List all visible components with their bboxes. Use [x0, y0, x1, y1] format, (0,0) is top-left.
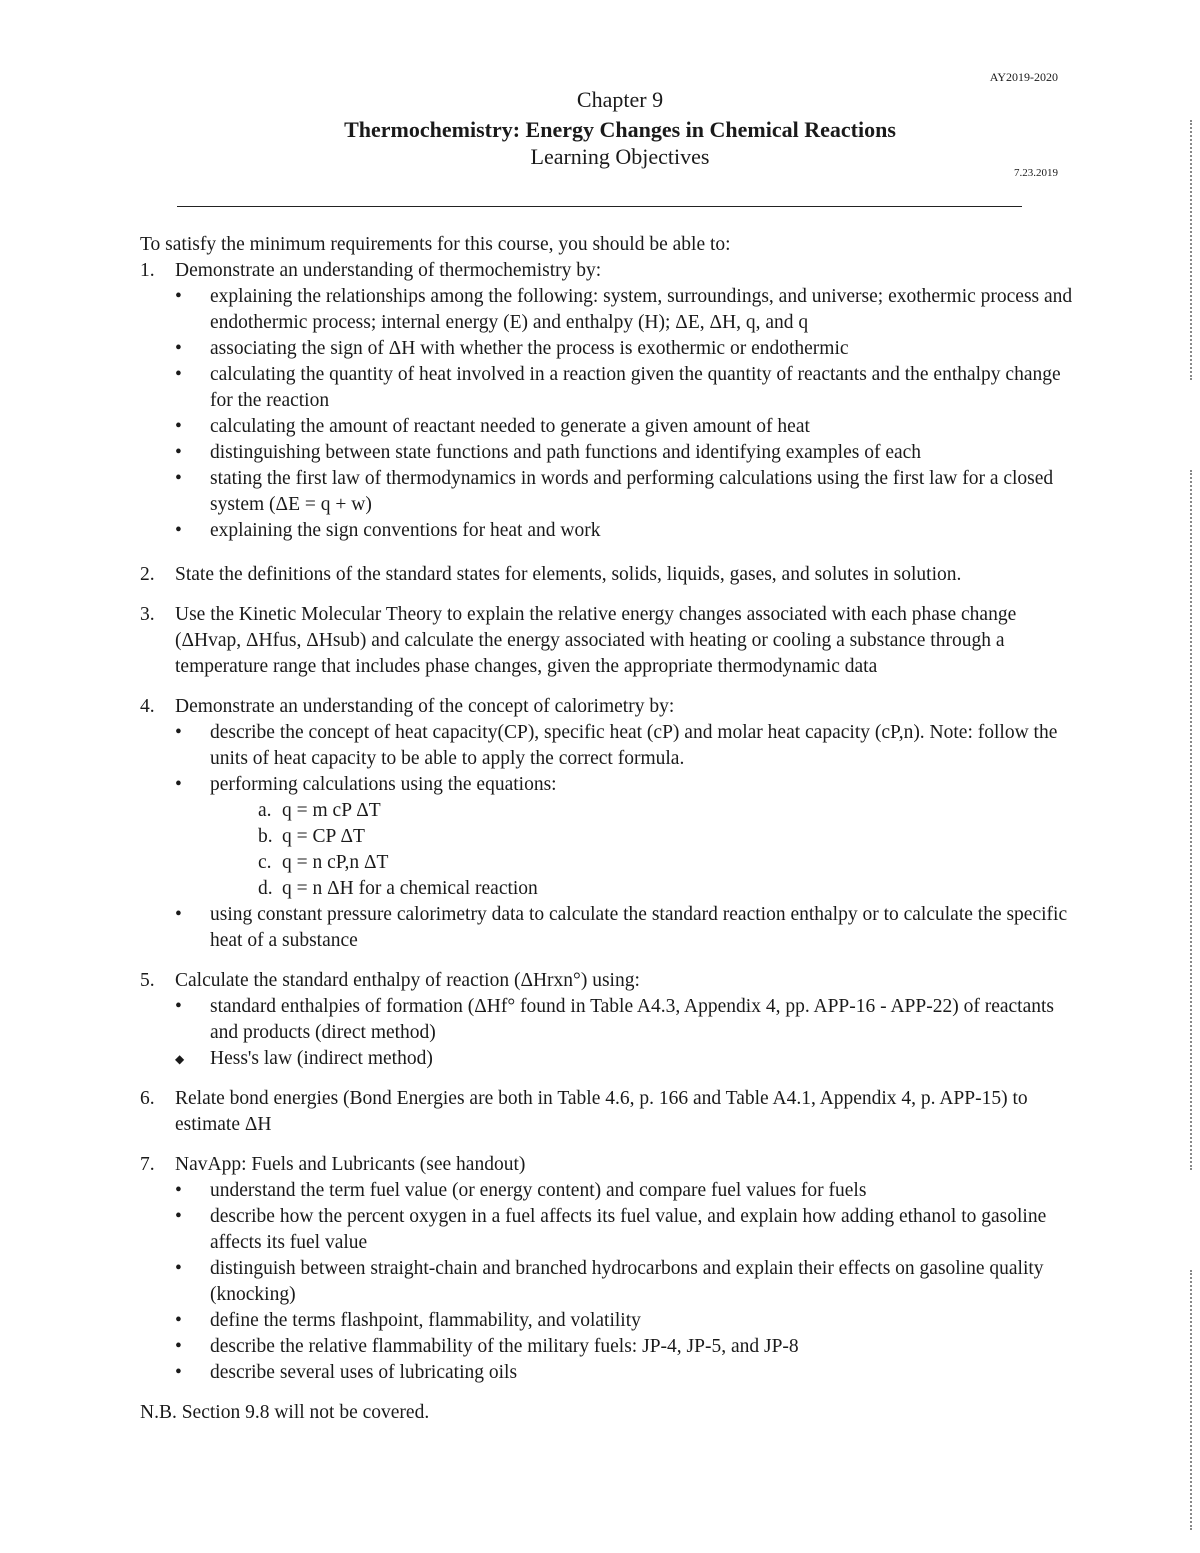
list-item: • explaining the sign conventions for heat and work: [175, 518, 1080, 544]
objectives-body: [140, 232, 1080, 1426]
objective-number: 2.: [140, 564, 155, 585]
list-item-text: performing calculations using the equations:: [210, 774, 557, 795]
list-item: • describe the relative flammability of the military fuels: JP-4, JP-5, and JP-8: [175, 1334, 1080, 1360]
objective-text: Use the Kinetic Molecular Theory to explain the relative energy changes associated with each phase change (ΔHvap, ΔHfus, ΔHsub) and calculate the energy associated with heating or cooling a substance through a temperature range that includes phase changes, given the appropriate thermodynamic data: [175, 604, 1017, 677]
list-item: • define the terms flashpoint, flammability, and volatility: [175, 1308, 1080, 1334]
equation-text: q = m cP ΔT: [282, 800, 381, 821]
objective-number: 5.: [140, 970, 155, 991]
list-item: • describe the concept of heat capacity(CP), specific heat (cP) and molar heat capacity (cP,n). Note: follow the units of heat capacity to be able to apply the correct formula.: [175, 720, 1080, 772]
scan-edge-marks: [1190, 120, 1194, 380]
list-item: • understand the term fuel value (or energy content) and compare fuel values for fuels: [175, 1178, 1080, 1204]
scan-edge-marks: [1190, 470, 1194, 1170]
objective-bullets: [175, 720, 1080, 954]
equation-label: a.: [258, 800, 272, 821]
equation-text: q = n cP,n ΔT: [282, 852, 389, 873]
list-item: • distinguish between straight-chain and branched hydrocarbons and explain their effects on gasoline quality (knocking): [175, 1256, 1080, 1308]
objective-bullets: [175, 1178, 1080, 1386]
academic-year: AY2019-2020: [989, 70, 1058, 84]
objectives-list: [140, 258, 1080, 1386]
list-item: • distinguishing between state functions and path functions and identifying examples of each: [175, 440, 1080, 466]
objective-item: [140, 602, 1080, 680]
equation-label: b.: [258, 826, 273, 847]
list-item: • describe how the percent oxygen in a fuel affects its fuel value, and explain how adding ethanol to gasoline affects its fuel value: [175, 1204, 1080, 1256]
list-item: • explaining the relationships among the following: system, surroundings, and universe; exothermic process and endothermic process; internal energy (E) and enthalpy (H); ΔE, ΔH, q, and q: [175, 284, 1080, 336]
list-item: • associating the sign of ΔH with whether the process is exothermic or endothermic: [175, 336, 1080, 362]
page-title: Thermochemistry: Energy Changes in Chemical Reactions: [344, 117, 896, 142]
equation-list: [210, 798, 1080, 902]
equation-text: q = CP ΔT: [282, 826, 365, 847]
objective-text: State the definitions of the standard states for elements, solids, liquids, gases, and solutes in solution.: [175, 564, 962, 585]
equation-label: d.: [258, 878, 273, 899]
footnote: N.B. Section 9.8 will not be covered.: [140, 1402, 430, 1423]
scan-edge-marks: [1190, 1270, 1194, 1530]
objective-bullets: [175, 994, 1080, 1072]
objective-text: NavApp: Fuels and Lubricants (see handout): [175, 1154, 526, 1175]
objective-number: 4.: [140, 696, 155, 717]
list-item: • using constant pressure calorimetry data to calculate the standard reaction enthalpy or to calculate the specific heat of a substance: [175, 902, 1080, 954]
objective-item: [140, 1152, 1080, 1386]
revision-date: 7.23.2019: [1014, 167, 1058, 179]
objective-number: 1.: [140, 260, 155, 281]
equation-text: q = n ΔH for a chemical reaction: [282, 878, 538, 899]
objective-item: [140, 562, 1080, 588]
objective-item: [140, 694, 1080, 954]
objective-item: [140, 1086, 1080, 1138]
objective-bullets: [175, 284, 1080, 544]
objective-number: 7.: [140, 1154, 155, 1175]
list-item: • calculating the quantity of heat involved in a reaction given the quantity of reactants and the enthalpy change for the reaction: [175, 362, 1080, 414]
objective-text: Demonstrate an understanding of the concept of calorimetry by:: [175, 696, 675, 717]
objective-number: 6.: [140, 1088, 155, 1109]
header-divider: [177, 206, 1022, 207]
list-item: [175, 772, 1080, 902]
chapter-heading: Chapter 9: [576, 87, 664, 112]
intro-text: To satisfy the minimum requirements for this course, you should be able to:: [140, 234, 731, 255]
list-item: • describe several uses of lubricating oils: [175, 1360, 1080, 1386]
page-subtitle: Learning Objectives: [530, 144, 710, 169]
equation-item: [258, 850, 1080, 876]
list-item: • calculating the amount of reactant needed to generate a given amount of heat: [175, 414, 1080, 440]
equation-label: c.: [258, 852, 272, 873]
objective-text: Demonstrate an understanding of thermochemistry by:: [175, 260, 602, 281]
equation-item: [258, 876, 1080, 902]
objective-text: Calculate the standard enthalpy of reaction (ΔHrxn°) using:: [175, 970, 640, 991]
list-item: • standard enthalpies of formation (ΔHf° found in Table A4.3, Appendix 4, pp. APP-16 - APP-22) of reactants and products (direct method): [175, 994, 1080, 1046]
objective-text: Relate bond energies (Bond Energies are both in Table 4.6, p. 166 and Table A4.1, Appendix 4, p. APP-15) to estimate ΔH: [175, 1088, 1028, 1135]
objective-item: [140, 258, 1080, 544]
equation-item: [258, 798, 1080, 824]
list-item: • stating the first law of thermodynamics in words and performing calculations using the first law for a closed system (ΔE = q + w): [175, 466, 1080, 518]
equation-item: [258, 824, 1080, 850]
list-item: ◆ Hess's law (indirect method): [175, 1046, 1080, 1072]
objective-item: [140, 968, 1080, 1072]
objective-number: 3.: [140, 604, 155, 625]
